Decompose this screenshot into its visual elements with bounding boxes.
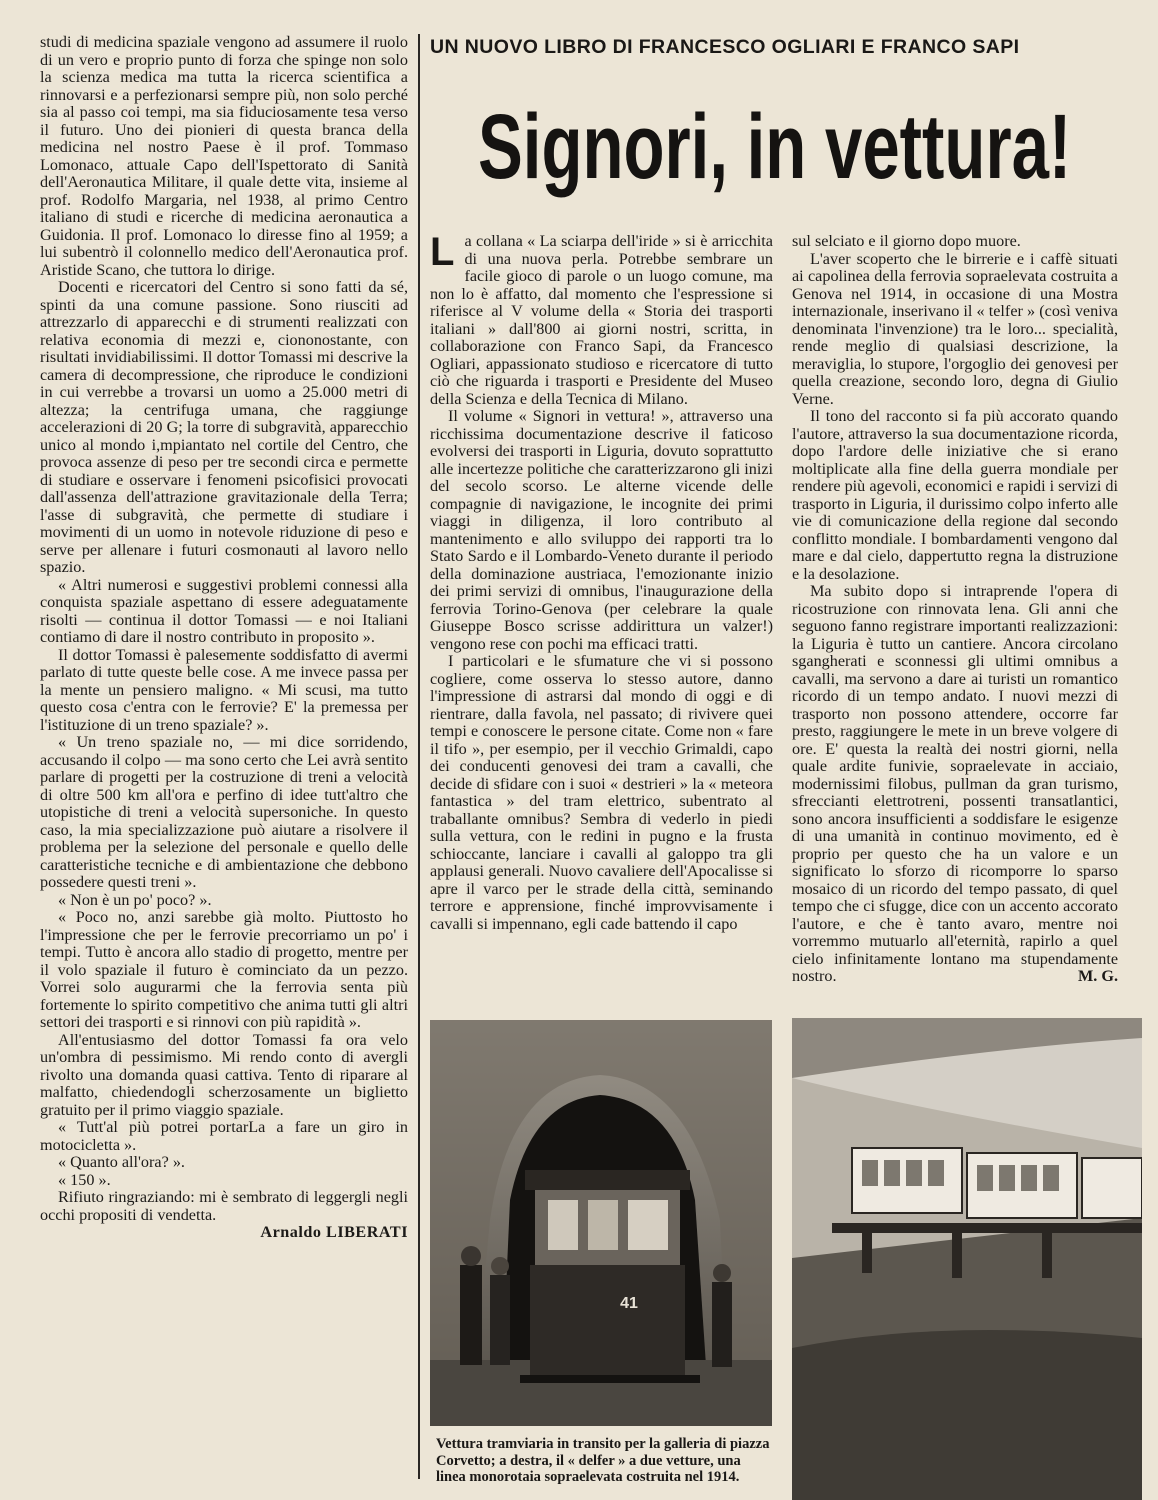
left-paragraph: « Un treno spaziale no, — mi dice sorridendo, accusando il colpo — ma sono certo che Lei avrà sentito parlare di progetti per la costruzione di treni a velocità di oltre 500 km all'ora e perfino di idee tutt'altro che utopistiche di treni a velocità supersoniche. In questo caso, la mia specializzazione può aiutare a risolvere il problema per la selezione del personale e quello delle caratteristiche tecniche e di ambientazione che debbono possedere questi treni ».: [40, 733, 408, 891]
article-headline: Signori, in vettura!: [478, 96, 1072, 198]
left-paragraph: Docenti e ricercatori del Centro si sono fatti da sé, spinti da una comune passione. Sono riusciti ad attrezzarlo di apparecchi e di strumenti realizzati con relativa economia di mezzi e, ciononostante, con risultati invidiabilissimi. Il dottor Tomassi mi descrive la camera di decompressione, che riproduce le condizioni in cui verrebbe a trovarsi un uomo a 25.000 metri di altezza; la centrifuga umana, che raggiunge accelerazioni di 20 G; la torre di subgravità, apparecchio unico al mondo i,mpiantato nel cortile del Centro, che provoca assenze di peso per tre secondi circa e permette di studiare e osservare i fenomeni psicofisici provocati dall'assenza dell'attrazione gravitazionale della Terra; l'asse di subgravità, che permette di studiare i movimenti di un uomo in notevole riduzione di peso e serve per allenare i futuri cosmonauti al lavoro nello spazio.: [40, 278, 408, 576]
left-paragraph: All'entusiasmo del dottor Tomassi fa ora velo un'ombra di pessimismo. Mi rendo conto di avergli rivolto una domanda quasi cattiva. Tento di riparare al malfatto, chiedendogli scherzosamente un biglietto gratuito per il primo viaggio spaziale.: [40, 1030, 408, 1119]
middle-paragraph: Il volume « Signori in vettura! », attraverso una ricchissima documentazione descrive il faticoso evolversi dei trasporti in Liguria, dovuto soprattutto alle incertezze politiche che caratterizzarono gli inizi del secolo scorso. Le alterne vicende delle compagnie di navigazione, le incognite dei primi viaggi in diligenza, il loro contributo al mantenimento e allo sviluppo dei rapporti tra lo Stato Sardo e il Lombardo-Veneto durante il periodo della dominazione austriaca, l'emozionante inizio dei primi servizi di omnibus, l'inaugurazione della ferrovia Torino-Genova (per celebrare la quale Giuseppe Bosco scrisse addirittura un valzer!) vengono rese con pochi ma efficaci tratti.: [430, 407, 773, 653]
tram-number: 41: [620, 1295, 638, 1312]
left-paragraph: « Poco no, anzi sarebbe già molto. Piuttosto ho l'impressione che per le ferrovie precorriamo un po' i tempi. Tutto è ancora allo stadio di progetto, mentre per il volo spaziale il futuro è cominciato da un pezzo. Vorrei solo augurarmi che la ferrovia senta più fortemente lo spirito competitivo che anima tutti gli altri settori dei trasporti e si rinnovi con più rapidità ».: [40, 908, 408, 1031]
left-paragraph: « 150 ».: [58, 1170, 111, 1189]
right-article-column: [792, 233, 1118, 1003]
left-article-column: [40, 34, 408, 1474]
left-paragraph: studi di medicina spaziale vengono ad assumere il ruolo di un vero e proprio punto di forza che spinge non solo la scienza medica ma tutta la ricerca scientifica a rinnovarsi e a perfezionarsi sempre più, non solo perché sia al passo coi tempi, ma sia fiduciosamente tesa verso il futuro. Uno dei pionieri di questa branca della medicina nel nostro Paese è il prof. Tommaso Lomonaco, attuale Capo dell'Ispettorato di Sanità dell'Aeronautica Militare, il quale dette vita, insieme al prof. Rodolfo Margaria, nel 1938, al primo Centro italiano di studi e ricerche di medicina aeronautica a Guidonia. Il prof. Lomonaco lo diresse fino al 1959; a lui subentrò il colonnello medico dell'Aeronautica prof. Aristide Scano, che tuttora lo dirige.: [40, 34, 408, 279]
left-paragraph: « Quanto all'ora? ».: [58, 1153, 185, 1171]
right-paragraph: sul selciato e il giorno dopo muore.: [792, 233, 1021, 250]
left-paragraph: « Tutt'al più potrei portarLa a fare un giro in motocicletta ».: [40, 1118, 408, 1154]
right-paragraph: L'aver scoperto che le birrerie e i caffè situati ai capolinea della ferrovia sopraelevata costruita a Genova nel 1914, in occasione di una Mostra internazionale, inserivano il « telfer » (così veniva denominata l'invenzione) tra le loro... specialità, rende meglio di qualsiasi descrizione, la meraviglia, lo stupore, l'orgoglio dei genovesi per quella creazione, secondo loro, degna di Giulio Verne.: [792, 249, 1118, 408]
left-paragraph: Rifiuto ringraziando: mi è sembrato di leggergli negli occhi propositi di vendetta.: [40, 1188, 408, 1224]
middle-lead-paragraph: [430, 233, 773, 408]
author-signature: Arnaldo LIBERATI: [260, 1223, 408, 1241]
column-divider: [418, 34, 420, 1479]
left-paragraph: Il dottor Tomassi è palesemente soddisfatto di avermi parlato di tutte queste belle cose. A me invece passa per la mente un pensiero maligno. « Mi scusi, ma tutto questo cosa c'entra con le ferrovie? E' la premessa per l'istituzione di un treno spaziale? ».: [40, 645, 408, 734]
article-kicker: UN NUOVO LIBRO DI FRANCESCO OGLIARI E FRANCO SAPI: [430, 36, 1020, 58]
left-paragraph: « Non è un po' poco? ».: [58, 890, 212, 909]
tram-photo: [430, 1020, 772, 1426]
right-paragraph: Il tono del racconto si fa più accorato quando l'autore, attraverso la sua documentazione ricorda, dopo l'ardore delle iniziative che si erano moltiplicate alla fine della guerra mondiale per rendere più agevoli, economici e rapidi i servizi di trasporto in Liguria, il durissimo colpo inferto alle vie di comunicazione della regione dal secondo conflitto mondiale. I bombardamenti vengono dal mare e dal cielo, dappertutto regna la distruzione e la desolazione.: [792, 407, 1118, 583]
middle-paragraph: I particolari e le sfumature che vi si possono cogliere, come osserva lo stesso autore, danno l'impressione di astrarsi dal mondo di oggi e di rientrare, dalla favola, nel passato; di rivivere quei tempi e conoscere le persone citate. Come non « fare il tifo », per esempio, per il vecchio Grimaldi, capo dei conducenti genovesi dei tram a cavalli, che decide di sfidare con i suoi « destrieri » la « meteora fantastica » del tram elettrico, subentrato al traballante omnibus? Sembra di vederlo in piedi sulla vettura, con le redini in pugno e la frusta schioccante, lanciare i cavalli al galoppo tra gli applausi generali. Nuovo cavaliere dell'Apocalisse si apre il varco per le strade della città, seminando terrore e apprensione, finché improvvisamente i cavalli si impennano, egli cade battendo il capo: [430, 652, 773, 933]
tram-photo-illustration: [430, 1020, 772, 1426]
middle-article-column: [430, 233, 773, 1009]
left-paragraph: « Altri numerosi e suggestivi problemi connessi alla conquista spaziale aspettano di essere adeguatamente risolti — continua il dottor Tomassi — e noi Italiani contiamo di dare il nostro contributo in proposito ».: [40, 575, 408, 646]
lead-text: a collana « La sciarpa dell'iride » si è arricchita di una nuova perla. Potrebbe sembrare un facile gioco di parole o un luogo comune, ma non lo è affatto, dal momento che l'espressione si riferisce al V volume della « Storia dei trasporti italiani » dall'800 ai giorni nostri, scritta, in collaborazione con Franco Sapi, da Francesco Ogliari, appassionato studioso e ricercatore di tutto ciò che riguarda i trasporti e Presidente del Museo della Scienza e della Tecnica di Milano.: [430, 233, 773, 408]
photo-caption: Vettura tramviaria in transito per la galleria di piazza Corvetto; a destra, il « delfer » a due vetture, una linea monorotaia sopraelevata costruita nel 1914.: [436, 1436, 770, 1485]
right-paragraph: Ma subito dopo si intraprende l'opera di ricostruzione con rinnovata lena. Gli anni che seguono fanno registrare importanti realizzazioni: la Liguria è tutto un cantiere. Ancora circolano sgangherati e sconnessi gli ultimi omnibus a cavalli, ma servono a dare ai turisti un romantico ricordo di un tempo andato. I nuovi mezzi di trasporto non possono attendere, occorre far presto, raggiungere le mete in un breve volgere di ore. E' questa la realtà dei nostri giorni, nella quale ardite funivie, sopraelevate in acciaio, modernissimi filobus, pullman da gran turismo, sfreccianti elettrotreni, possenti transatlantici, sono ancora insufficienti a soddisfare le esigenze di una umanità in continuo movimento, ed è proprio per questo che ha un valore e un significato lo sforzo di ricomporre lo sparso mosaico di un ricordo del tempo passato, di quel tempo che ci sfugge, dice con un accento accorato l'autore, e che è tanto avaro, mentre noi vorremmo mutuarlo all'eternità, rapirlo a quel cielo infinitamente lontano ma stupendamente nostro.: [792, 582, 1118, 985]
monorail-photo-illustration: [792, 1018, 1142, 1500]
drop-cap: L: [430, 233, 455, 274]
monorail-photo: [792, 1018, 1142, 1500]
author-initials: M. G.: [1077, 967, 1118, 985]
